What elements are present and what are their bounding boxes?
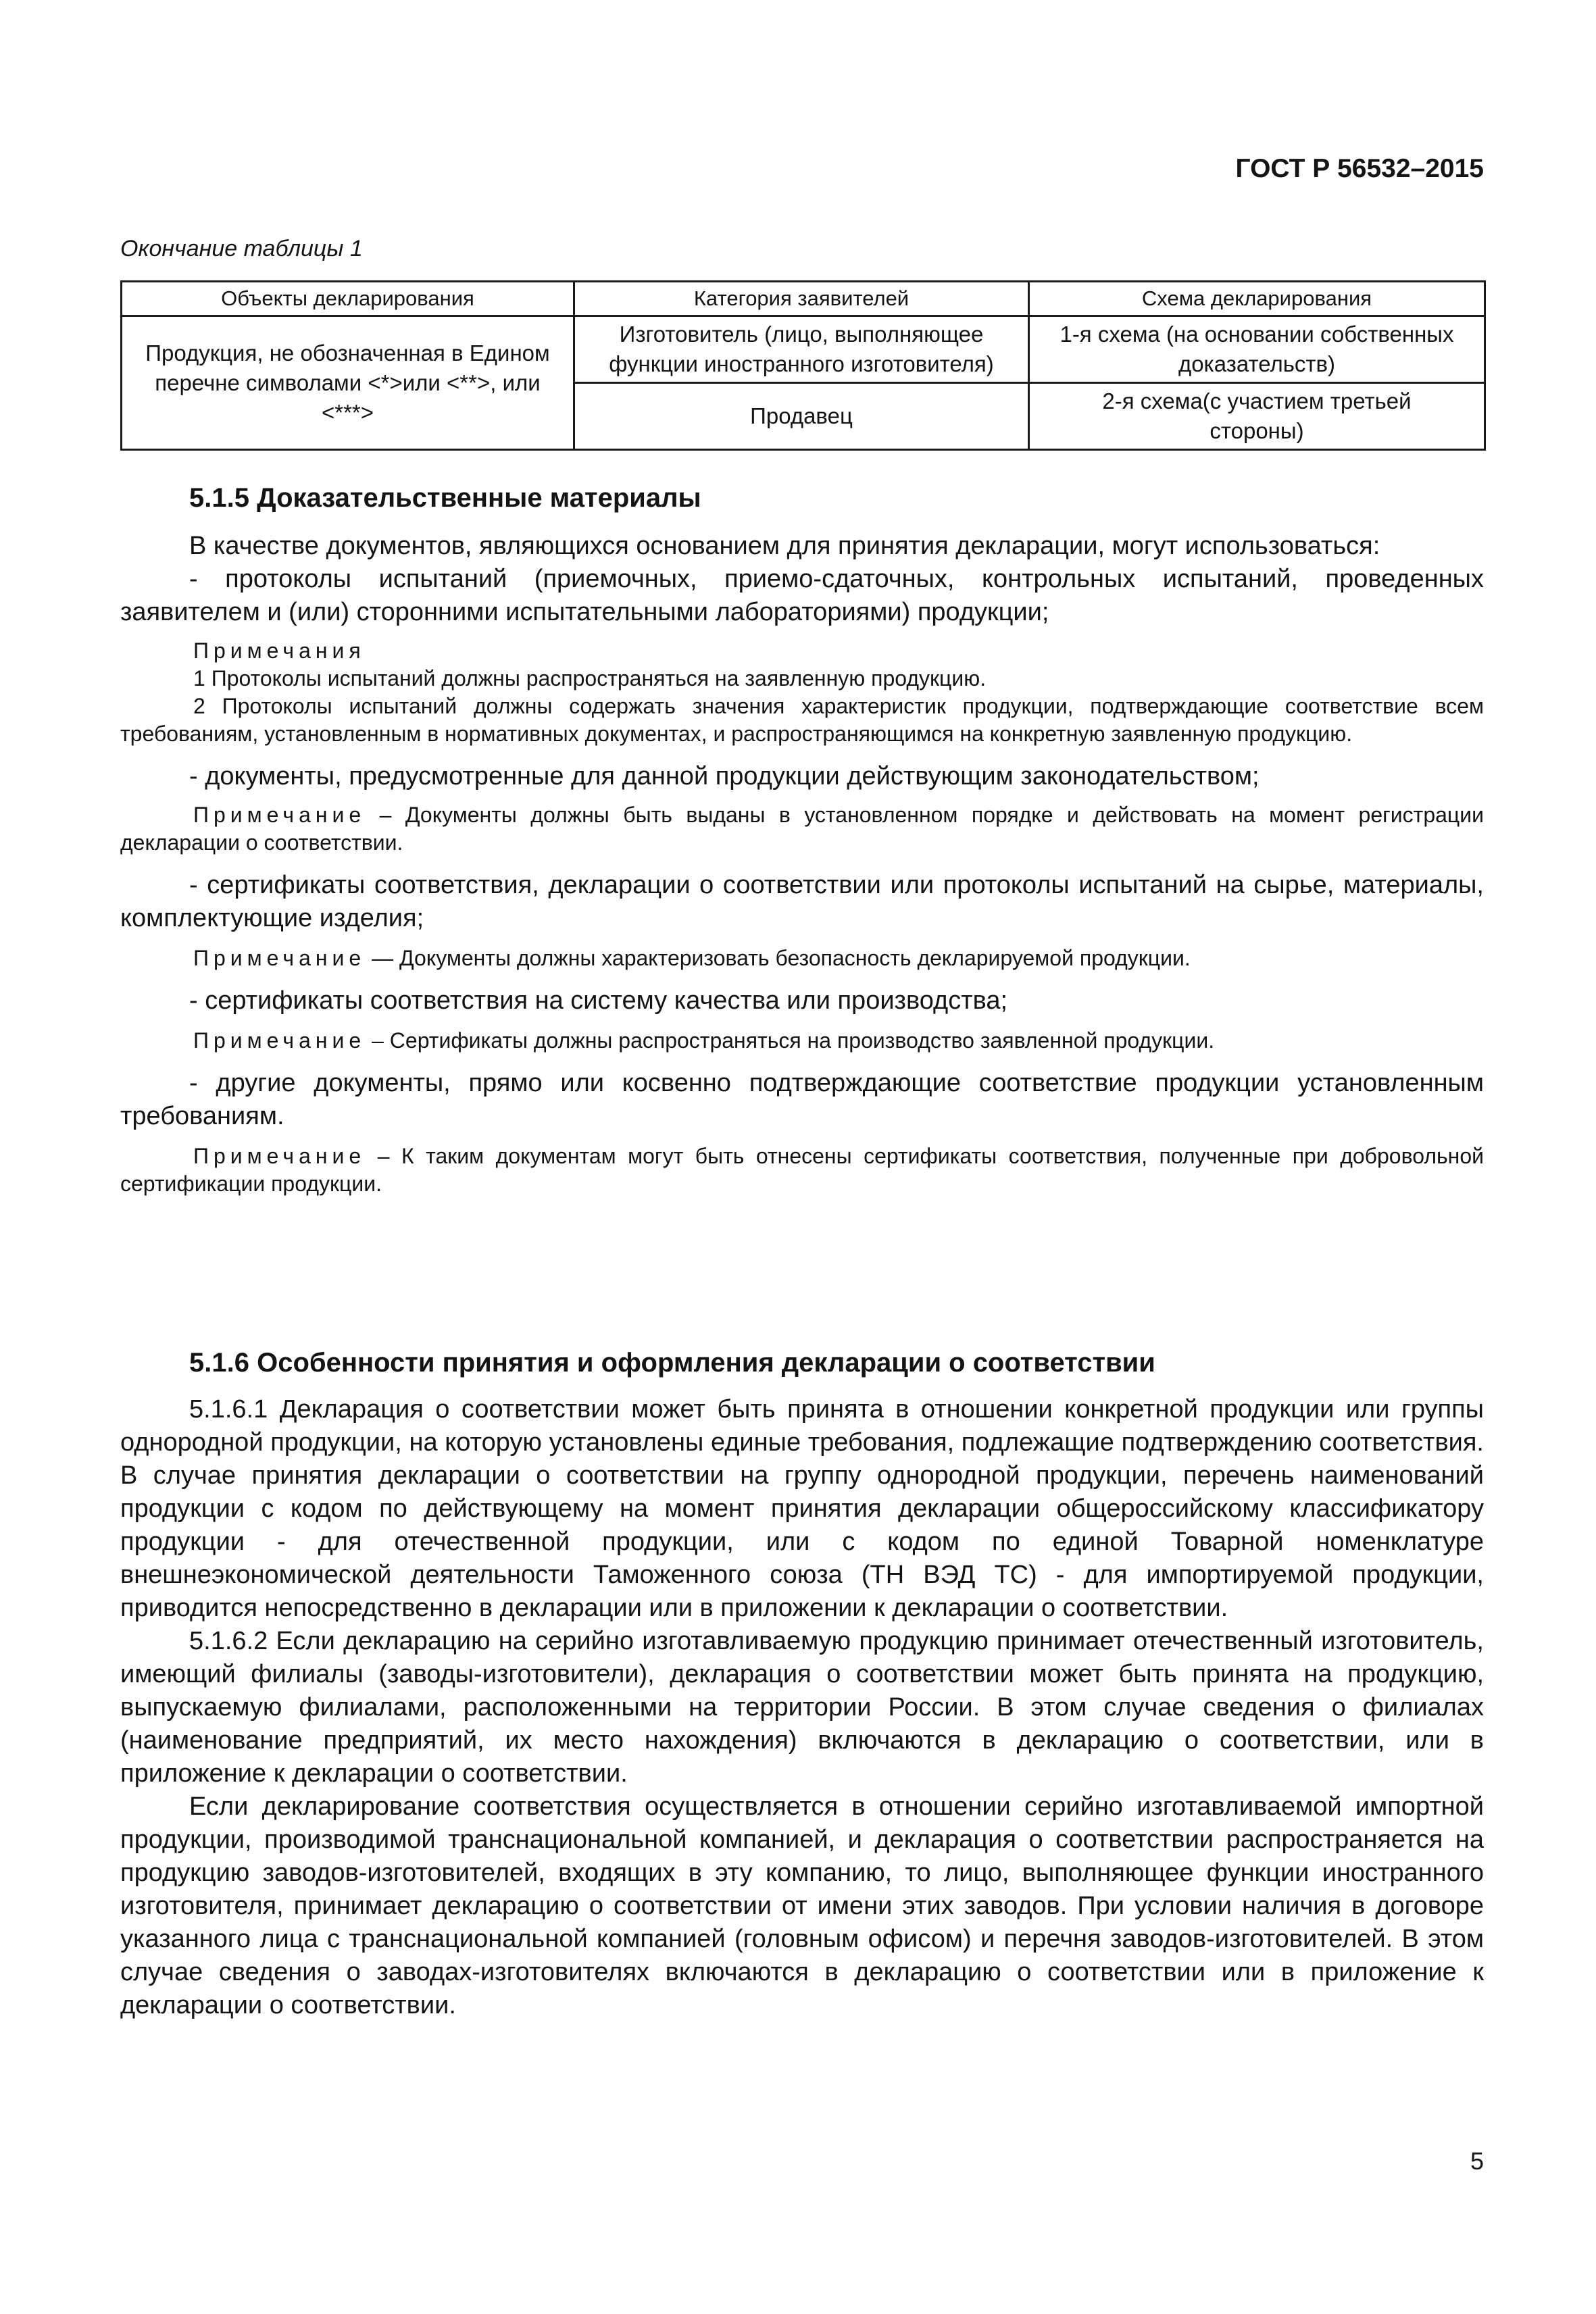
section-5-1-5 [120,483,1484,1198]
list-item: - другие документы, прямо или косвенно подтверждающие соответствие продукции установленным требованиям. [120,1069,1484,1130]
table-header-cell: Категория заявителей [574,282,1029,316]
note-label: Примечание [193,803,366,827]
section-5-1-6 [120,1348,1484,2022]
table-cell-object: Продукция, не обозначенная в Едином перечне символами <*>или <**>, или <***> [122,316,574,450]
note-text: 2 Протоколы испытаний должны содержать значения характеристик продукции, подтверждающие соответствие всем требованиям, установленным в нормативных документах, и распространяющимся на конкретную заявленную продукцию. [120,694,1484,746]
list-item: - документы, предусмотренные для данной продукции действующим законодательством; [189,762,1260,790]
note-text: Примечание — Документы должны характеризовать безопасность декларируемой продукции. [193,946,1191,970]
table-cell-applicant: Продавец [574,383,1029,450]
table-cell-scheme: 2-я схема(с участием третьей стороны) [1029,383,1485,450]
page-number: 5 [1470,2147,1484,2175]
list-item: - протоколы испытаний (приемочных, приемо-сдаточных, контрольных испытаний, проведенных заявителем и (или) сторонними испытательными лабораториями) продукции; [120,565,1484,626]
body-paragraph: В качестве документов, являющихся основанием для принятия декларации, могут использоваться: [189,532,1380,560]
note-text: Примечание – Документы должны быть выданы в установленном порядке и действовать на момент регистрации декларации о соответствии. [120,803,1484,855]
note-text: 1 Протоколы испытаний должны распространяться на заявленную продукцию. [193,666,987,690]
document-code: ГОСТ Р 56532–2015 [1235,154,1484,183]
note-text: Примечание – Сертификаты должны распространяться на производство заявленной продукции. [193,1028,1215,1053]
note-label: Примечание [193,1028,366,1053]
table-header-cell: Схема декларирования [1029,282,1485,316]
notes-label: Примечания [193,638,366,663]
table-cell-scheme: 1-я схема (на основании собственных доказательств) [1029,316,1485,383]
table-caption: Окончание таблицы 1 [120,236,363,261]
list-item: - сертификаты соответствия, декларации о соответствии или протоколы испытаний на сырье, материалы, комплектующие изделия; [120,871,1484,932]
table-header-row [122,282,1485,316]
table-cell-applicant: Изготовитель (лицо, выполняющее функции иностранного изготовителя) [574,316,1029,383]
list-item: - сертификаты соответствия на систему качества или производства; [189,986,1008,1015]
section-heading: 5.1.5 Доказательственные материалы [189,483,701,513]
note-label: Примечание [193,1144,366,1168]
body-paragraph: Если декларирование соответствия осуществляется в отношении серийно изготавливаемой импортной продукции, производимой транснациональной компанией, и декларация о соответствии распространяется на продукцию заводов-изготовителей, входящих в эту компанию, то лицо, выполняющее функции иностранного изготовителя, принимает декларацию о соответствии от имени этих заводов. При условии наличия в договоре указанного лица с транснациональной компанией (головным офисом) и перечня заводов-изготовителей. В этом случае сведения о заводах-изготовителях включаются в декларацию о соответствии или в приложение к декларации о соответствии. [120,1792,1484,2019]
table-row [122,316,1485,383]
note-label: Примечание [193,946,366,970]
declaration-scheme-table [120,280,1486,451]
section-heading: 5.1.6 Особенности принятия и оформления декларации о соответствии [189,1348,1155,1378]
table-header-cell: Объекты декларирования [122,282,574,316]
body-paragraph: 5.1.6.2 Если декларацию на серийно изготавливаемую продукцию принимает отечественный изготовитель, имеющий филиалы (заводы-изготовители), декларация о соответствии может быть принята на продукцию, выпускаемую филиалами, расположенными на территории России. В этом случае сведения о филиалах (наименование предприятий, их место нахождения) включаются в декларацию о соответствии, или в приложение к декларации о соответствии. [120,1627,1484,1788]
note-text: Примечание – К таким документам могут быть отнесены сертификаты соответствия, полученные при добровольной сертификации продукции. [120,1144,1484,1196]
body-paragraph: 5.1.6.1 Декларация о соответствии может быть принята в отношении конкретной продукции или группы однородной продукции, на которую установлены единые требования, подлежащие подтверждению соответствия. В случае принятия декларации о соответствии на группу однородной продукции, перечень наименований продукции с кодом по действующему на момент принятия декларации общероссийскому классификатору продукции - для отечественной продукции, или с кодом по единой Товарной номенклатуре внешнеэкономической деятельности Таможенного союза (ТН ВЭД ТС) - для импортируемой продукции, приводится непосредственно в декларации или в приложении к декларации о соответствии. [120,1395,1484,1622]
